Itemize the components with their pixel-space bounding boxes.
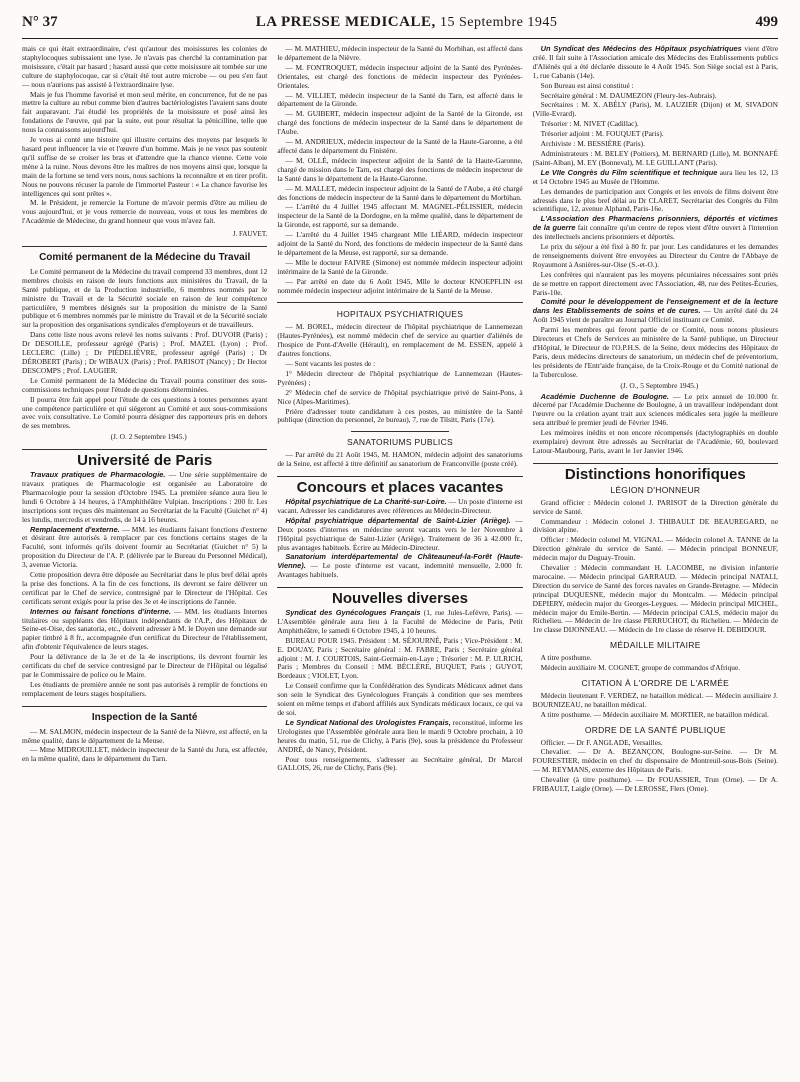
item-heading: Travaux pratiques de Pharmacologie. (30, 470, 166, 480)
section-title: Distinctions honorifiques (564, 465, 746, 483)
paragraph (277, 498, 522, 516)
column-2 (277, 45, 522, 1075)
paragraph (277, 719, 522, 755)
paragraph: 1° Médecin directeur de l'hôpital psychiatrique de Lannemezan (Hautes-Pyrénées) ; (277, 368, 523, 387)
paragraph: Chevalier : Médecin commandant H. LACOMBE, ne division infanterie marocaine. — Médecin principal GARRAUD. — Médecin principal NATALI, Direction du service de Santé des forces navales en Grande-Bretagne. — Médecin principal DUQUESNE, médecin major du Montcalm. — Médecin principal DEPIERY, médecin major du Georges-Leygues. — Médecin principal MICHEL, médecin major du Emile-Bertin. — Médecin principal CALS, médecin major du Richelieu. — Médecin de 1re classe PERRUCHOT, du Richelieu. — Médecin de 1re classe DIJONNEAU. — Médecin de 1re classe de réserve H. DEBIDOUR. (532, 563, 778, 635)
paragraph: Les mémoires inédits et non encore récompensés (dactylographiés en double exemplaire) devront être adressés au Secrétariat de l'Académie, 60, boulevard Latour-Maubourg, Paris, avant le 1er Janvier 1946. (532, 428, 778, 455)
item-text: aura lieu les 12, 13 et 14 Octobre 1945 au Musée de l'Homme. (532, 167, 778, 186)
item-text: fait connaître qu'un centre de repos vient d'être ouvert à l'intention des intellectuels anciens prisonniers et déportés. (532, 223, 778, 242)
paragraph: — M. SALMON, médecin inspecteur de la Santé de la Nièvre, est affecté, en la même qualité, dans le département de la Meuse. (22, 726, 268, 745)
paragraph: Prière d'adresser toute candidature à ces postes, au ministère de la Santé publique (direction du personnel, 2e bureau), 7, rue de Tilsitt, Paris (17e). (277, 406, 523, 425)
item-heading: Académie Duchenne de Boulogne. (540, 391, 669, 401)
paragraph: Dans cette liste nous avons relevé les noms suivants : Prof. DUVOIR (Paris) ; Dr DESOILLE, professeur agrégé (Paris) ; Prof. MAZEL (Lyon) ; Prof. LECLERC (Lille) ; Dr PIÉDELIÈVRE, professeur agrégé (Paris) ; Dr DÉROBERT (Paris) ; Dr WIBAUX (Paris) ; Prof. PARISOT (Nancy) ; Dr Hector DESCOMPS ; Prof. LAUGIER. (22, 330, 268, 375)
item-text: — Un arrêté daté du 24 Août 1945 vient de paraître au Journal Officiel instituant ce Comité. (532, 306, 778, 325)
item-heading: Internes ou faisant fonctions d'interne. (30, 606, 171, 616)
section-divider (277, 476, 522, 477)
paragraph: — M. VILLIET, médecin inspecteur de la Santé du Tarn, est affecté dans le département de la Gironde. (277, 90, 523, 109)
paragraph (533, 45, 778, 81)
paragraph: — Mlle le docteur FAIVRE (Simone) est nommée médecin inspecteur adjoint intérimaire de la Santé de la Gironde. (277, 257, 523, 276)
paragraph: Le prix du séjour a été fixé à 80 fr. par jour. Les candidatures et les demandes de renseignements doivent être envoyées au Directeur du Centre de l'Abbaye de Royaumont à Asnières-sur-Oise (S.-et-O.). (532, 242, 778, 269)
section-divider (22, 449, 267, 450)
paragraph (533, 393, 778, 429)
paragraph: — M. ANDRIEUX, médecin inspecteur de la Santé de la Haute-Garonne, a été affecté dans le département du Finistère. (277, 137, 523, 155)
paragraph: Le Conseil confirme que la Confédération des Syndicats Médicaux admet dans son sein le Syndicat des Gynécologues Français à condition que ses membres soient en même temps et d'abord affiliés aux Syndicats médicaux locaux, ce qui va de soi. (277, 681, 523, 717)
paragraph: — L'arrêté du 4 Juillet 1945 chargeant Mlle LIÉARD, médecin inspecteur adjoint de la Santé du Nord, des fonctions de médecin inspecteur de la Santé dans le département de la Meuse, est rapporté, sur sa demande. (277, 230, 523, 257)
paragraph: — M. BOREL, médecin directeur de l'hôpital psychiatrique de Lannemezan (Hautes-Pyrénées), est nommé médecin chef de service au quartier d'aliénés de l'hospice de Pont-d'Avelle (Hérault), en remplacement de M. ESSEN, appelé à d'autres fonctions. (277, 322, 523, 359)
paragraph: Je vous ai conté une histoire qui illustre certains des moyens par lesquels le hasard peut influencer la vie et l'œuvre d'un homme. Mais je ne veux pas soutenir qu'il suffise de se croiser les bras et d'attendre que la chance vienne. Cette voie mène à la ruine. Nous devons être les maîtres de nos moyens ainsi que, lorsque la main de la fortune se tend vers nous, nous sachions la reconnaître et en tirer profit. Nous ne pouvons récuser la parole de l'immortel Pasteur : « La chance favorise les intelligences qui sont prêtes ». (22, 135, 268, 198)
item-heading: Hôpital psychiatrique départemental de Saint-Lizier (Ariège). (285, 515, 511, 525)
section-divider (351, 431, 449, 432)
paragraph: Il pourra être fait appel pour l'étude de ces questions à toutes personnes ayant une compétence particulière et qui siégeront au Comité et aux sous-commissions avec voix consultative. Le Comité pourra désigner des rapporteurs pris en dehors de ses membres. (22, 394, 268, 431)
item-text: — MM. les étudiants Internes titulaires ou suppléants des Hôpitaux indépendants de l'A.P., des Hôpitaux de Seine-et-Oise, des sanatoria, etc., doivent adresser à M. le Doyen une demande sur papier timbré à 8 fr., accompagnée d'un certificat du Directeur de l'établissement, afin d'obtenir l'équivalence de leurs stages. (22, 606, 268, 652)
page-number: 499 (755, 14, 778, 30)
source-reference: (J. O., 5 Septembre 1945.) (620, 380, 699, 390)
paragraph (22, 608, 267, 653)
paragraph: Médecin lieutenant F. VERDEZ, ne bataillon médical. — Médecin auxiliaire J. BOURNIZEAU, ne bataillon médical. (532, 690, 778, 709)
paragraph: Les confrères qui n'auraient pas les moyens pécuniaires nécessaires sont priés de se mettre en rapport directement avec l'Association, 48, rue des Petites-Écuries, Paris-10e. (532, 269, 778, 297)
column-1 (22, 45, 267, 1075)
subsection-title: LÉGION D'HONNEUR (610, 484, 701, 495)
item-heading: Hôpital psychiatrique de La Charité-sur-Loire. (285, 496, 447, 506)
issue-number: N° 37 (22, 14, 58, 30)
item-text: reconstitué, informe les Urologistes que l'Assemblée générale aura lieu le mardi 9 Octobre prochain, à 10 heures du matin, 51, rue de Clichy, à Paris (9e), sous la présidence du Professeur ANDRÉ, de Nancy, Président. (277, 717, 523, 754)
section-title: Comité permanent de la Médecine du Travail (39, 252, 251, 264)
paragraph: BUREAU POUR 1945. Président : M. SÉJOURNÉ, Paris ; Vice-Président : M. E. DOUAY, Paris ; Secrétaire général : M. FABRE, Paris ; Secrétaire général adjoint : M. J. COURTOIS, Saint-Germain-en-Laye ; Trésorier : M. P. ULRICH, Paris ; Membres du Conseil : MM. BÉCLÈRE, BUQUET, Paris ; GUYOT, Bordeaux ; VIOLET, Lyon. (277, 635, 523, 681)
paragraph: Le Comité permanent de la Médecine du Travail pourra constituer des sous-commissions techniques pour l'étude de questions déterminées. (22, 375, 268, 394)
item-heading: Un Syndicat des Médecins des Hôpitaux psychiatriques (540, 45, 742, 53)
section-title: Concours et places vacantes (296, 479, 504, 497)
paragraph: Commandeur : Médecin colonel J. THIBAULT DE BEAUREGARD, ne division alpine. (532, 516, 778, 535)
section-title: Inspection de la Santé (91, 711, 198, 723)
paragraph (277, 553, 522, 580)
section-divider (22, 246, 267, 247)
paragraph: — M. FONTROQUET, médecin inspecteur adjoint de la Santé des Pyrénées-Orientales, est chargé des fonctions de médecin inspecteur des Pyrénées-Orientales. (277, 62, 523, 90)
subsection-title: ORDRE DE LA SANTÉ PUBLIQUE (584, 724, 726, 735)
item-text: — Une série supplémentaire de travaux pratiques de Pharmacologie est organisée au Laboratoire de Pharmacologie pour la session d'Octobre 1945. La première séance aura lieu le lundi 6 Octobre à 14 heures, à l'Amphithéâtre Vulpian. Inscriptions : 200 fr. Les inscriptions sont reçues dès maintenant au Secrétariat de la Faculté (Guichet n° 4) les lundis, mercredis et vendredis, de 14 à 16 heures. (22, 470, 268, 524)
paragraph: Cette proposition devra être déposée au Secrétariat dans le plus bref délai après la prise des fonctions. A la fin de ces fonctions, ils devront se faire délivrer un certificat par le Chef de service, contresigné par le Directeur de l'Hôpital. Ces certificats seront exigés pour la prise des 3e et 4e inscriptions de l'année. (22, 570, 268, 606)
paragraph: mais ce qui était extraordinaire, c'est qu'autour des moisissures les colonies de staphylocoques subissaient une lyse. Je n'avais pas cherché la contamination par moisissure, c'était par hasard ; hasard aussi que cette moisissure ait tombée sur une culture de staphylocoque, car si c'était été tout autre microbe — ou peu s'en faut — nous n'aurions pas assisté à l'extraordinaire lyse. (22, 45, 268, 89)
paragraph: Médecin auxiliaire M. COGNET, groupe de commandos d'Afrique. (540, 663, 741, 673)
item-heading: L'Association des Pharmaciens prisonniers, déportés et victimes de la guerre (532, 214, 778, 233)
paragraph: — Par arrêté du 21 Août 1945, M. HAMON, médecin adjoint des sanatoriums de la Seine, est affecté à titre définitif au sanatorium de Franconville (poste créé). (277, 450, 523, 469)
subsection-title: CITATION À L'ORDRE DE L'ARMÉE (581, 678, 730, 688)
paragraph: — Sont vacants les postes de : (285, 359, 376, 368)
paragraph: Les étudiants de première année ne sont pas autorisés à remplir de fonctions en remplacement de leurs stages hospitaliers. (22, 679, 268, 698)
item-text: — Un poste d'interne est vacant. Adresser les candidatures avec références au Médecin-Directeur. (277, 496, 523, 515)
paragraph (22, 526, 267, 571)
paragraph: — Par arrêté en date du 6 Août 1945, Mlle le docteur KNOEPFLIN est nommée médecin inspecteur adjoint intérimaire de la Santé de la Meuse. (277, 276, 523, 295)
journal-title (256, 14, 558, 31)
paragraph: Pour tous renseignements, s'adresser au Secrétaire général, Dr Marcel GALLOIS, 26, rue de Clichy, Paris (9e). (277, 754, 523, 773)
paragraph: Le Comité permanent de la Médecine du travail comprend 33 membres, dont 12 membres choisis en raison de leurs fonctions aux ministères du Travail, de la Santé publique, et de la Production industrielle, 6 membres nommés par le ministre du Travail et de la Sécurité sociale en raison de leur compétence particulière, 9 membres désignés sur la proposition du ministre de la Santé publique et 6 membres nommés par le ministre du Travail et de la Sécurité sociale sur la proposition des organisations syndicales d'employeurs et de travailleurs. (22, 266, 268, 330)
paragraph: Grand officier : Médecin colonel J. PARISOT de la Direction générale du service de Santé. (532, 497, 778, 516)
paragraph: Trésorier adjoint : M. FOUQUET (Paris). (540, 129, 664, 139)
paragraph: Son Bureau est ainsi constitué : (540, 80, 634, 90)
journal-name: LA PRESSE MEDICALE, (255, 14, 436, 30)
section-title: Nouvelles diverses (332, 590, 468, 608)
section-divider (22, 706, 267, 707)
paragraph: — M. MALLET, médecin inspecteur adjoint de la Santé de l'Aube, a été chargé des fonctions de médecin inspecteur de la Santé dans le département du Morbihan. (277, 183, 523, 202)
paragraph: — L'arrêté du 4 Juillet 1945 affectant M. MAGNEL-PÉLISSIER, médecin inspecteur de la Santé de la Dordogne, en la même qualité, dans le département de la Gironde, est rapporté, sur sa demande. (277, 202, 523, 230)
paragraph: — M. MATHIEU, médecin inspecteur de la Santé du Morbihan, est affecté dans le département de la Nièvre. (277, 45, 523, 62)
item-heading: Le Syndicat National des Urologistes Français, (285, 717, 451, 727)
section-divider (277, 587, 522, 588)
paragraph: Officier : Médecin colonel M. VIGNAL. — Médecin colonel A. TANNE de la Direction générale du service de Santé. — Médecin principal BONNEUF, médecin major du Duguay-Trouin. (532, 535, 778, 563)
paragraph: 2° Médecin chef de service de l'hôpital psychiatrique privé de Saint-Pons, à Nice (Alpes-Maritimes). (277, 387, 523, 406)
paragraph (533, 169, 778, 187)
paragraph: M. le Président, je remercie la Fortune de m'avoir permis d'être au milieu de vous aujourd'hui, et je vous remercie de nouveau, vous et tous les membres de l'Académie de Médecine, du grand honneur que vous m'avez fait. (22, 198, 268, 226)
subsection-title: MÉDAILLE MILITAIRE (609, 640, 701, 651)
item-text: vient d'être créé. Il fait suite à l'Association amicale des Médecins des Etablissements publics d'Aliénés qui a été déclarée dissoute le 4 Août 1945. Son Siège social est à Paris, 1, rue Cabanis (14e). (532, 45, 778, 80)
issue-date: 15 Septembre 1945 (439, 15, 558, 30)
source-reference: (J. O. 2 Septembre 1945.) (110, 432, 187, 442)
section-title: Université de Paris (77, 452, 213, 470)
paragraph (22, 471, 267, 524)
paragraph: — M. GUIBERT, médecin inspecteur adjoint de la Santé de la Gironde, est chargé des fonctions de médecin inspecteur de la Santé dans le département de l'Aube. (277, 109, 523, 137)
item-text: (1, rue Jules-Lefèvre, Paris). — L'Assemblée générale aura lieu à la Faculté de Médecine de Paris, Petit Amphithéâtre, le samedi 6 Octobre 1945, à 10 heures. (277, 608, 523, 635)
item-heading: Syndicat des Gynécologues Français (285, 608, 421, 618)
paragraph: Mais je fus l'homme favorisé et mon seul mérite, en concurrence, fut de ne pas mettre la culture au rebut comme bien d'autres bactériologistes l'avaient sans doute fait auparavant. J'ai étudié les propriétés de la moisissure et posé ainsi les fondations de l'œuvre, qui par la suite, eut pour résultat la pénicilline, telle que nous la connaissons aujourd'hui. (22, 89, 268, 135)
paragraph: Pour la délivrance de la 3e et de la 4e inscriptions, ils devront fournir les certificats du chef de service contresigné par le Directeur de l'Hôpital ou légalisé par le Commissaire de police ou le Maire. (22, 652, 268, 679)
paragraph: Chevalier. — Dr A. BEZANÇON, Boulogne-sur-Seine. — Dr M. FOURESTIER, médecin en chef du dispensaire de Montreuil-sous-Bois (Seine). — M. REYMANS, externe des Hôpitaux de Paris. (532, 747, 778, 775)
paragraph: Les demandes de participation aux Congrès et les envois de films doivent être adressés dans le plus bref délai au Dr CLARET, Secrétariat des Congrès du Film scientifique, 12, avenue Alphand, Paris-16e. (532, 186, 778, 214)
item-text: — MM. les étudiants faisant fonctions d'externe et désirant être autorisés à remplacer par ces fonctions certains stages de la Faculté, sont informés qu'ils doivent fournir au Secrétariat (Guichet n° 5) la proposition du Directeur de l'A. P. (délivrée par le Bureau du Personnel Médical), 3, avenue Victoria. (22, 524, 268, 570)
section-divider (277, 302, 522, 303)
paragraph: Chevalier (à titre posthume). — Dr FOUASSIER, Trun (Orne). — Dr A. FRIBAULT, Laigle (Orne). — Dr LEROSSE, Flers (Orne). (532, 775, 778, 794)
page-header (22, 14, 778, 39)
paragraph (533, 298, 778, 325)
item-heading: Sanatorium interdépartemental de Châteauneuf-la-Forêt (Haute-Vienne). (277, 552, 523, 571)
item-heading: Comité pour le développement de l'enseignement et de la lecture dans les Etablissements de soins et de cures. (532, 297, 778, 316)
column-3 (533, 45, 778, 1075)
paragraph: Parmi les membres qui feront partie de ce Comité, nous notons plusieurs Directeurs et Chefs de Services au ministère de la Santé publique, un Directeur d'Hôpital, le Directeur de l'O.P.H.S. de la Seine, deux médecins des Hôpitaux de Paris, deux médecins directeurs de sanatorium, un médecin chef de préventorium, les présidents de l'Entr'aide française, de la Croix-Rouge et du Comité national de la Tuberculose. (532, 325, 778, 379)
paragraph: Administrateurs : M. BELEY (Poitiers), M. BERNARD (Lille), M. BONNAFÉ (Saint-Alban), M. EY (Bonneval), M. LE GUILLANT (Paris). (532, 148, 778, 167)
paragraph: Secrétaires : M. X. ABÉLY (Paris), M. LAUZIER (Dijon) et M. SIVADON (Ville-Evrard). (532, 100, 778, 119)
section-divider (533, 463, 778, 464)
paragraph: A titre posthume. (540, 653, 592, 663)
paragraph: — M. OLLÉ, médecin inspecteur adjoint de la Santé de la Haute-Garonne, chargé de mission dans le Tarn, est chargé des fonctions de médecin inspecteur de la Santé dans le département de la Haute-Garonne. (277, 155, 523, 183)
signature: J. FAUVET. (232, 230, 268, 239)
paragraph: Secrétaire général : M. DAUMEZON (Fleury-les-Aubrais). (540, 90, 717, 100)
item-heading: Remplacement d'externe. (30, 524, 120, 534)
section-title: SANATORIUMS PUBLICS (346, 437, 453, 448)
item-text: — Le poste d'interne est vacant, indemnité mensuelle, 2.000 fr. Avantages habituels. (277, 561, 523, 580)
section-title: HOPITAUX PSYCHIATRIQUES (336, 309, 464, 320)
paragraph: — Mme MIDROUILLET, médecin inspecteur de la Santé du Jura, est affectée, en la même qualité, dans le département du Tarn. (22, 745, 268, 764)
item-text: — Le prix annuel de 10.000 fr. décerné par l'Académie Duchenne de Boulogne, à un travailleur indépendant dont l'œuvre ou la création ayant trait aux sciences médicales sera jugée la meilleure sera attribué le premier jeudi de Février 1946. (532, 391, 778, 428)
paragraph (533, 215, 778, 242)
paragraph: Archiviste : M. BESSIÈRE (Paris). (540, 139, 645, 149)
item-heading: Le VIIe Congrès du Film scientifique et technique (540, 167, 718, 177)
item-text: — Deux postes d'internes en médecine seront vacants vers le 1er Novembre à l'Hôpital psychiatrique de Saint-Lizier (Ariège). Traitement de 36 à 42.000 fr., plus avantages habituels. Écrire au Médecin-Directeur. (277, 515, 523, 552)
paragraph: Trésorier : M. NIVET (Cadillac). (540, 119, 639, 129)
paragraph (277, 609, 522, 636)
paragraph (277, 517, 522, 553)
paragraph: Officier. — Dr F. ANGLADE, Versailles. (540, 737, 663, 747)
paragraph: A titre posthume. — Médecin auxiliaire M. MORTIER, ne bataillon médical. (540, 709, 769, 719)
columns (22, 45, 778, 1075)
